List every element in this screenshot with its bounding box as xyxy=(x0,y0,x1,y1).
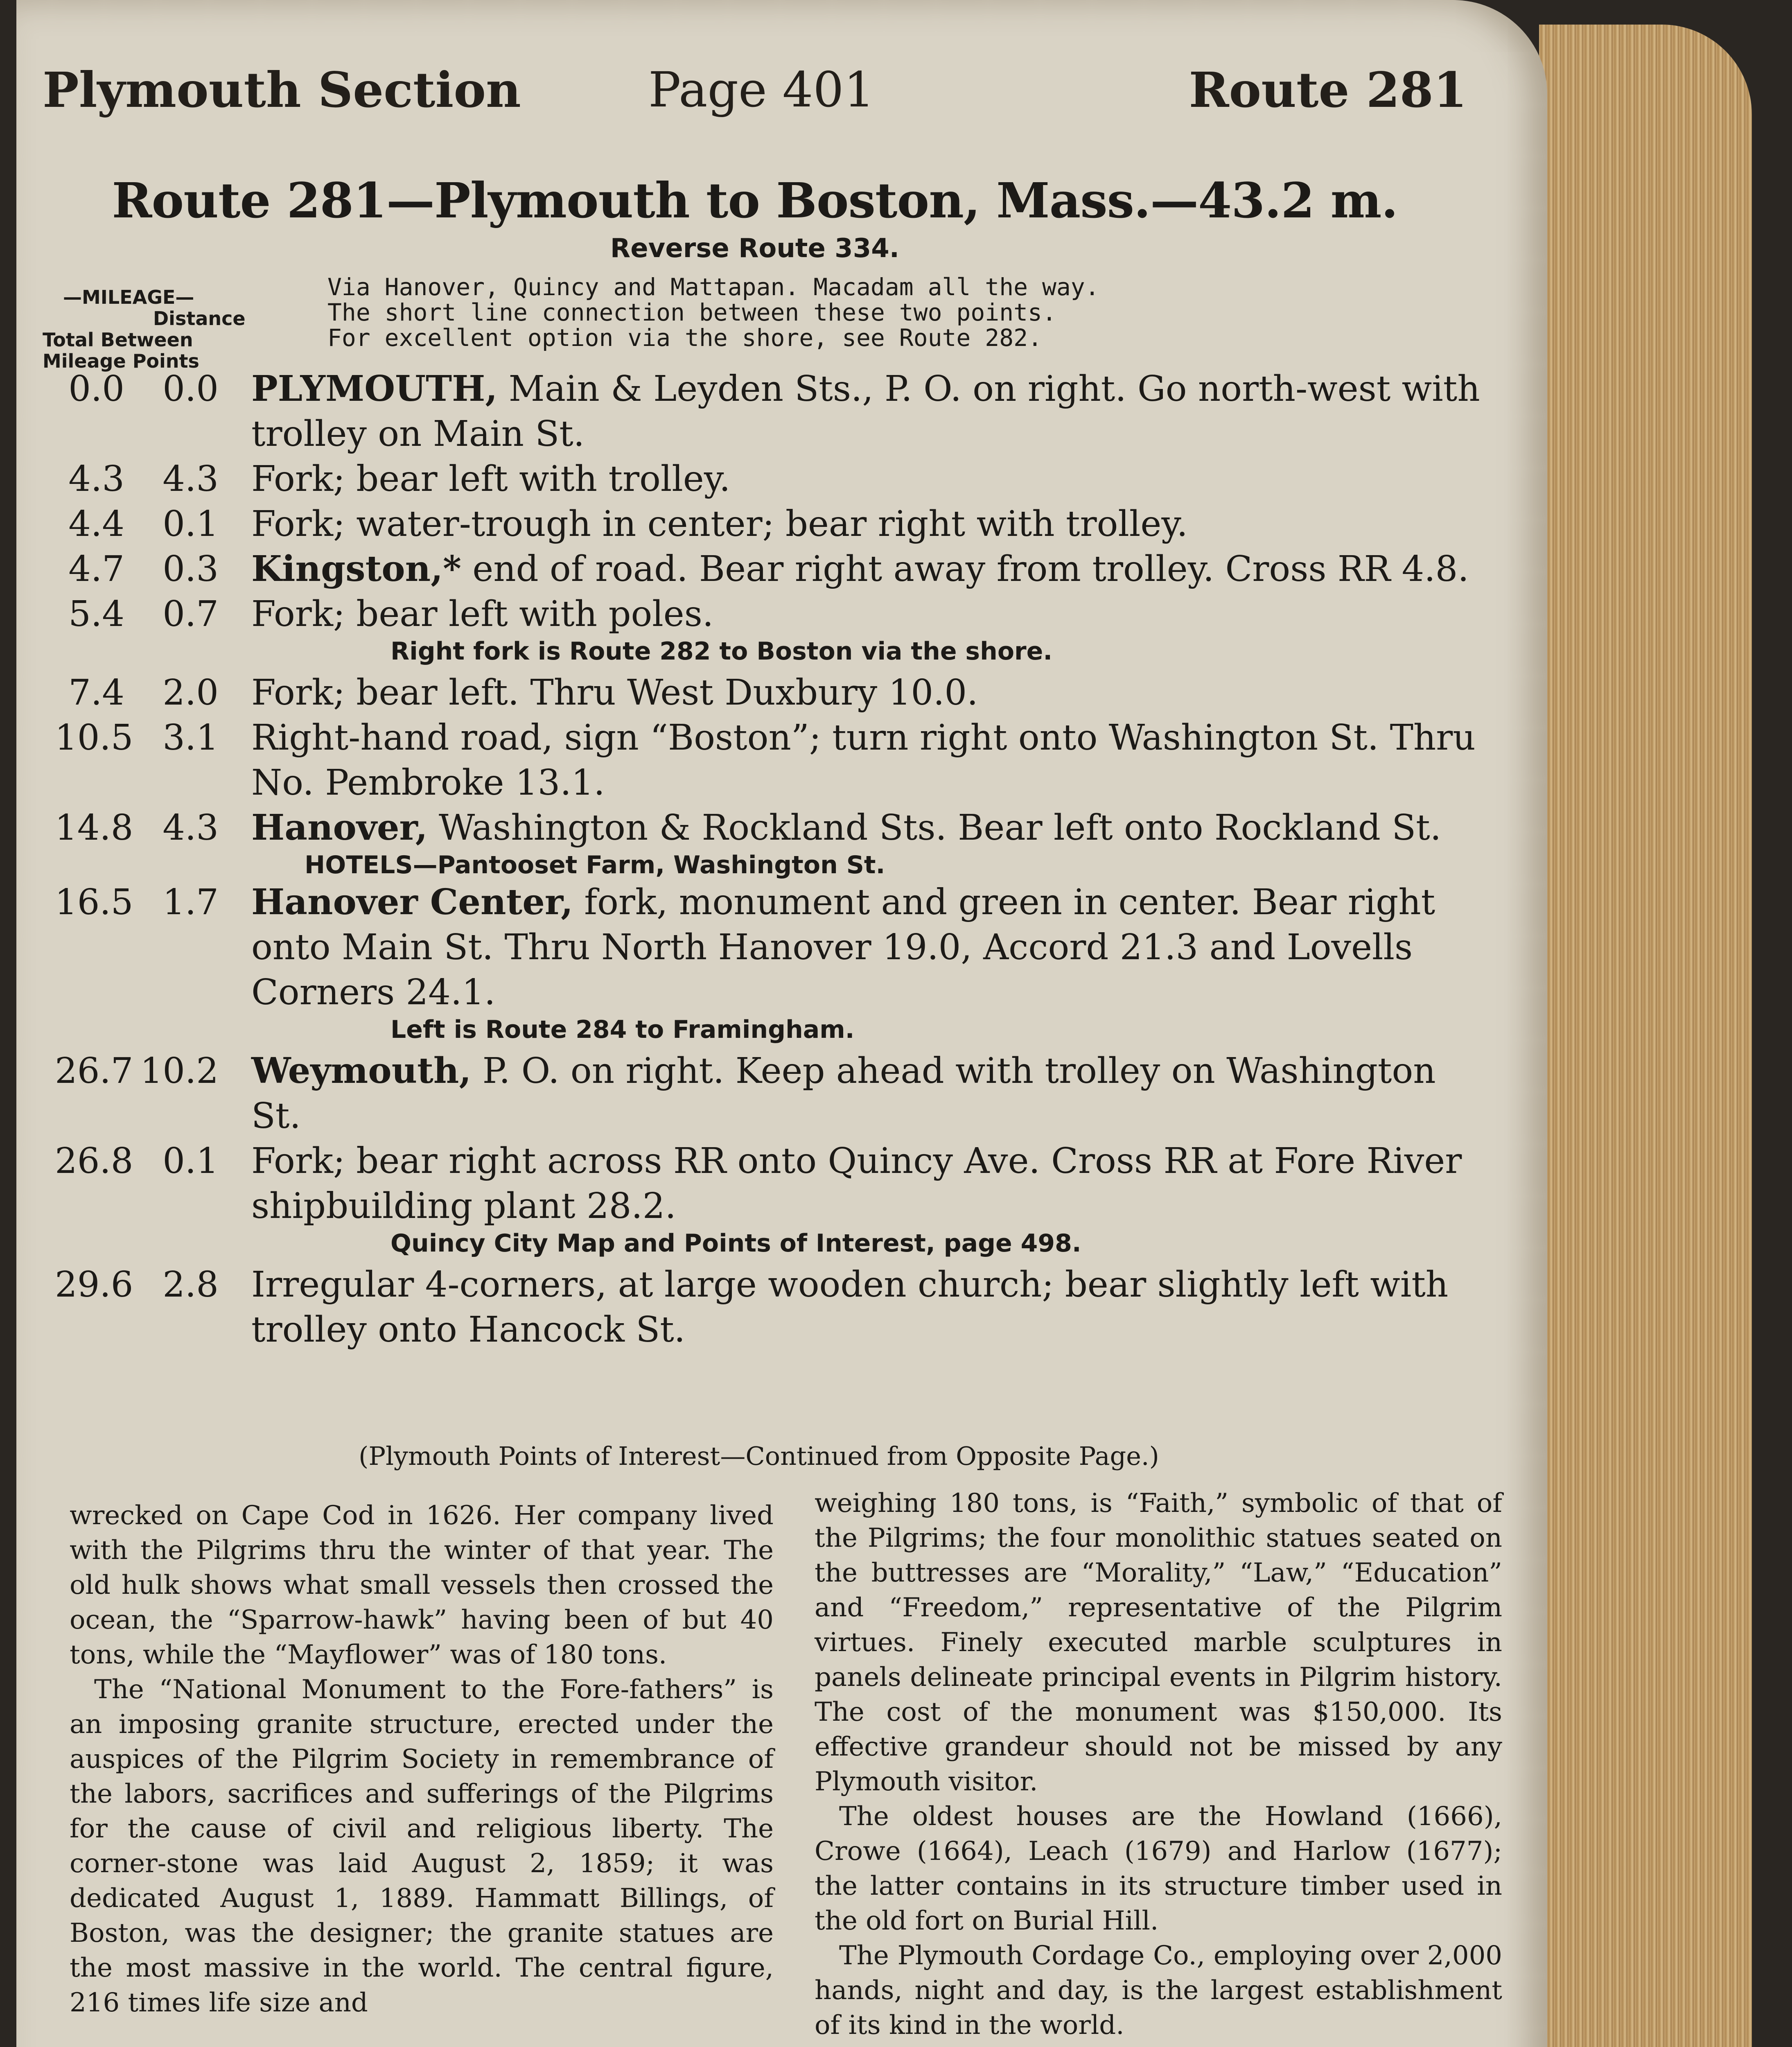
route-note: Quincy City Map and Points of Interest, page 498. xyxy=(390,1229,1081,1258)
total-mileage: 10.5 xyxy=(55,717,133,758)
poi-paragraph: The oldest houses are the Howland (1666), Crowe (1664), Leach (1679) and Harlow (1677); the latter contains in its structure timber used in the old fort on Burial Hill. xyxy=(815,1801,1502,1936)
mileage-key: —MILEAGE— Distance Total Between Mileage Points xyxy=(43,287,288,372)
section-name: Plymouth Section xyxy=(43,61,521,118)
page-edge xyxy=(1539,25,1752,2047)
total-mileage: 5.4 xyxy=(68,594,124,635)
place-name: Weymouth, xyxy=(251,1050,472,1091)
distance-between: 3.1 xyxy=(162,717,219,758)
page-number: Page 401 xyxy=(648,61,875,118)
via-line: For excellent option via the shore, see Route 282. xyxy=(327,324,1042,352)
distance-between: 1.7 xyxy=(162,882,219,923)
route-summary xyxy=(327,274,1474,350)
route-entry xyxy=(43,592,1483,637)
route-entry xyxy=(43,502,1483,547)
route-entry xyxy=(43,1262,1483,1352)
route-entry xyxy=(43,670,1483,715)
continued-heading: (Plymouth Points of Interest—Continued from Opposite Page.) xyxy=(359,1441,1159,1471)
direction-text: Fork; water-trough in center; bear right with trolley. xyxy=(251,504,1188,545)
place-name: Hanover, xyxy=(251,807,428,848)
poi-column xyxy=(815,1486,1502,2043)
poi-paragraph: wrecked on Cape Cod in 1626. Her company lived with the Pilgrims thru the winter of that year. The old hulk shows what small vessels then crossed the ocean, the “Sparrow-hawk” having been of but 40 tons, while the “Mayflower” was of 180 tons. xyxy=(70,1500,774,1670)
total-mileage: 7.4 xyxy=(68,672,124,713)
route-entry xyxy=(43,456,1483,502)
reverse-route: Reverse Route 334. xyxy=(610,233,900,264)
total-mileage: 29.6 xyxy=(55,1264,133,1305)
via-line: The short line connection between these two points. xyxy=(327,298,1056,326)
direction-text: Fork; bear left with trolley. xyxy=(251,459,731,499)
route-directions xyxy=(43,366,1483,1352)
poi-column xyxy=(70,1498,774,2020)
route-entry xyxy=(43,715,1483,805)
place-name: Hanover Center, xyxy=(251,881,573,923)
book-page xyxy=(16,0,1547,2047)
total-mileage: 26.8 xyxy=(55,1141,133,1182)
route-entry xyxy=(43,1048,1483,1139)
hotel-note: HOTELS—Pantooset Farm, Washington St. xyxy=(305,851,885,879)
distance-between: 10.2 xyxy=(140,1051,219,1091)
distance-between: 0.3 xyxy=(162,549,219,590)
total-mileage: 4.4 xyxy=(68,504,124,545)
direction-text: Right-hand road, sign “Boston”; turn right onto Washington St. Thru No. Pembroke 13.1. xyxy=(251,717,1476,803)
direction-text: Fork; bear right across RR onto Quincy Ave. Cross RR at Fore River shipbuilding plant 28.2. xyxy=(251,1141,1462,1227)
mileage-distance: Distance xyxy=(153,307,246,330)
distance-between: 4.3 xyxy=(162,459,219,499)
poi-paragraph: weighing 180 tons, is “Faith,” symbolic of that of the Pilgrims; the four monolithic statues seated on the buttresses are “Morality,” “Law,” “Education” and “Freedom,” representative of the Pilgrim virtues. Finely executed marble sculptures in panels delineate principal events in Pilgrim history. The cost of the monument was $150,000. Its effective grandeur should not be missed by any Plymouth visitor. xyxy=(815,1488,1502,1797)
mileage-total-between: Total Between xyxy=(43,329,193,351)
total-mileage: 4.3 xyxy=(68,459,124,499)
direction-text: fork, monument and green in center. Bear right onto Main St. Thru North Hanover 19.0, Accord 21.3 and Lovells Corners 24.1. xyxy=(251,882,1435,1013)
total-mileage: 26.7 xyxy=(55,1051,133,1091)
direction-text: Main & Leyden Sts., P. O. on right. Go north-west with trolley on Main St. xyxy=(251,368,1480,454)
direction-text: Irregular 4-corners, at large wooden church; bear slightly left with trolley onto Hancock St. xyxy=(251,1264,1449,1350)
distance-between: 0.1 xyxy=(162,504,219,545)
mileage-points: Mileage Points xyxy=(43,350,199,372)
distance-between: 0.1 xyxy=(162,1141,219,1182)
distance-between: 2.0 xyxy=(162,672,219,713)
total-mileage: 0.0 xyxy=(68,368,124,409)
total-mileage: 14.8 xyxy=(55,807,133,848)
running-header xyxy=(43,61,1467,127)
route-entry xyxy=(43,547,1483,592)
direction-text: Washington & Rockland Sts. Bear left onto Rockland St. xyxy=(427,807,1442,848)
direction-text: Fork; bear left. Thru West Duxbury 10.0. xyxy=(251,672,978,713)
place-name: Kingston,* xyxy=(251,548,462,590)
poi-paragraph: The Plymouth Cordage Co., employing over 2,000 hands, night and day, is the largest establishment of its kind in the world. xyxy=(815,1941,1502,2040)
route-entry xyxy=(43,1139,1483,1229)
total-mileage: 4.7 xyxy=(68,549,124,590)
route-note: Right fork is Route 282 to Boston via the shore. xyxy=(390,637,1053,666)
direction-text: P. O. on right. Keep ahead with trolley on Washington St. xyxy=(251,1051,1436,1136)
route-number: Route 281 xyxy=(1189,61,1467,118)
via-line: Via Hanover, Quincy and Mattapan. Macadam all the way. xyxy=(327,273,1099,301)
direction-text: Fork; bear left with poles. xyxy=(251,594,714,635)
poi-paragraph: The “National Monument to the Fore-fathers” is an imposing granite structure, erected under the auspices of the Pilgrim Society in remembrance of the labors, sacrifices and sufferings of the Pilgrims for the cause of civil and religious liberty. The corner-stone was laid August 2, 1859; it was dedicated August 1, 1889. Hammatt Billings, of Boston, was the designer; the granite statues are the most massive in the world. The central figure, 216 times life size and xyxy=(70,1674,774,2018)
route-title: Route 281—Plymouth to Boston, Mass.—43.2 m. xyxy=(112,172,1398,229)
distance-between: 0.0 xyxy=(162,368,219,409)
mileage-title: MILEAGE xyxy=(82,286,176,308)
direction-text: end of road. Bear right away from trolley. Cross RR 4.8. xyxy=(461,549,1469,590)
distance-between: 0.7 xyxy=(162,594,219,635)
place-name: PLYMOUTH, xyxy=(251,368,498,409)
route-entry xyxy=(43,366,1483,456)
distance-between: 2.8 xyxy=(162,1264,219,1305)
route-entry xyxy=(43,805,1483,850)
total-mileage: 16.5 xyxy=(55,882,133,923)
distance-between: 4.3 xyxy=(162,807,219,848)
route-note: Left is Route 284 to Framingham. xyxy=(390,1015,855,1044)
route-entry xyxy=(43,880,1483,1015)
